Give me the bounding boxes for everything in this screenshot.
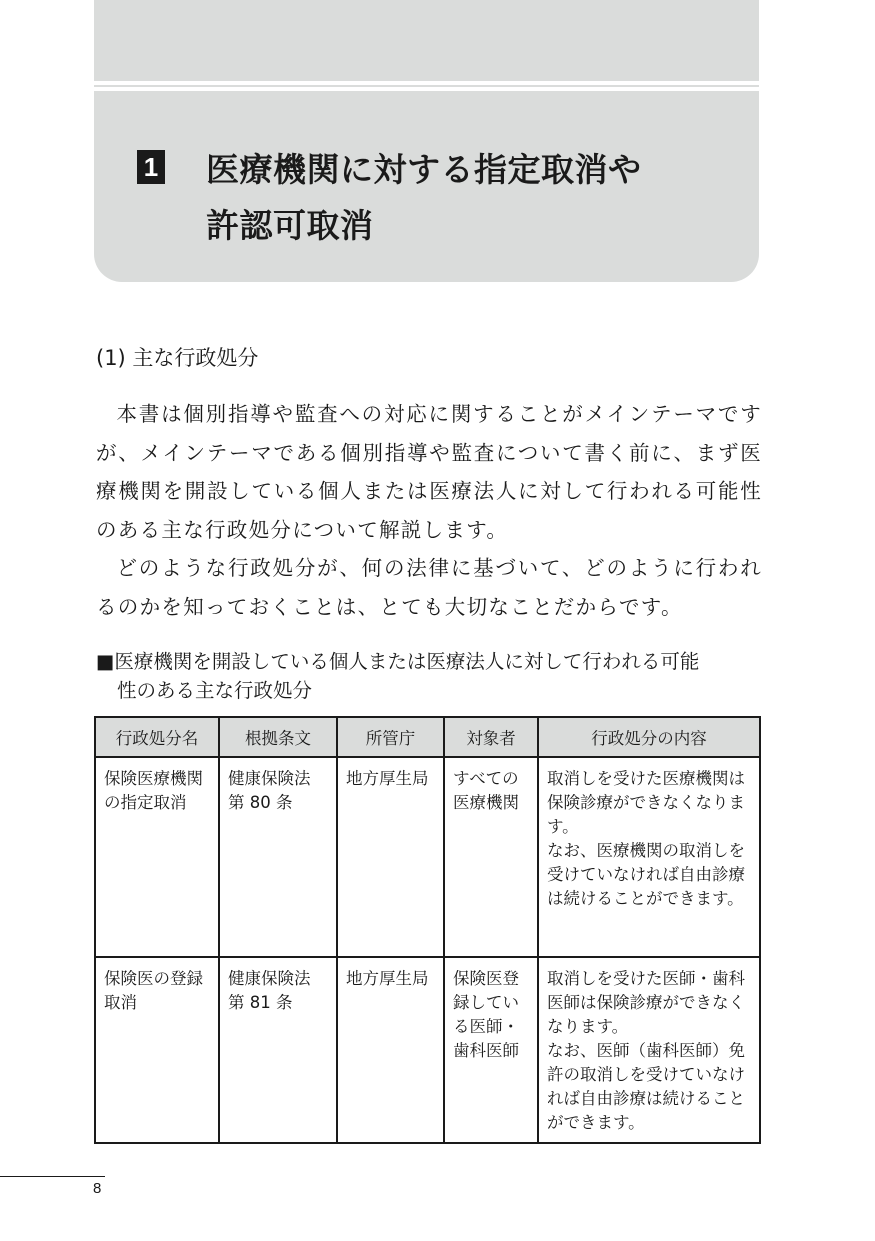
cell-disposition-name (95, 957, 219, 1143)
cell-target (444, 757, 538, 957)
cell-legal-basis (219, 957, 337, 1143)
chapter-title-line1: 医療機関に対する指定取消や (206, 150, 642, 189)
cell-text: なお、医療機関の取消しを受けていなければ自由診療は続けることができます。 (547, 841, 745, 908)
paragraph-2: どのような行政処分が、何の法律に基づいて、どのように行われるのかを知っておくことは、とても大切なことだからです。 (96, 556, 762, 619)
cell-text: 第 80 条 (228, 793, 293, 812)
cell-target (444, 957, 538, 1143)
body-text (96, 395, 762, 626)
chapter-header-band (94, 0, 759, 81)
administrative-dispositions-table (94, 716, 761, 1144)
cell-text: 取消 (104, 993, 137, 1012)
cell-text: の指定取消 (104, 793, 187, 812)
cell-disposition-name (95, 757, 219, 957)
cell-text: すべての (453, 769, 519, 788)
header-disposition-name: 行政処分名 (95, 717, 219, 757)
cell-legal-basis (219, 757, 337, 957)
cell-text: 医療機関 (453, 793, 519, 812)
cell-text: 保険医登 (453, 969, 519, 988)
footer-divider (0, 1176, 105, 1177)
cell-text: なお、医師（歯科医師）免許の取消しを受けていなければ自由診療は続けることができます。 (547, 1041, 745, 1132)
header-divider (94, 85, 759, 87)
cell-text: 健康保険法 (228, 969, 311, 988)
table-row (95, 957, 760, 1143)
chapter-title (206, 142, 726, 254)
table-caption-line2: 性のある主な行政処分 (117, 679, 313, 702)
cell-agency: 地方厚生局 (337, 957, 444, 1143)
header-target: 対象者 (444, 717, 538, 757)
chapter-number-badge: 1 (137, 150, 165, 184)
cell-content (538, 757, 760, 957)
table-caption (96, 647, 762, 705)
header-legal-basis: 根拠条文 (219, 717, 337, 757)
table-caption-line1: ■医療機関を開設している個人または医療法人に対して行われる可能 (96, 650, 700, 673)
cell-text: 録してい (453, 993, 519, 1012)
paragraph-1: 本書は個別指導や監査への対応に関することがメインテーマですが、メインテーマである個別指導や監査について書く前に、まず医療機関を開設している個人または医療法人に対して行われる可能性のある主な行政処分について解説します。 (96, 402, 762, 542)
cell-text: 第 81 条 (228, 993, 293, 1012)
cell-text: る医師・ (453, 1017, 519, 1036)
cell-agency: 地方厚生局 (337, 757, 444, 957)
cell-text: 取消しを受けた医師・歯科医師は保険診療ができなくなります。 (547, 969, 745, 1036)
cell-text: 保険医の登録 (104, 969, 203, 988)
table-row (95, 757, 760, 957)
header-content: 行政処分の内容 (538, 717, 760, 757)
cell-text: 保険医療機関 (104, 769, 203, 788)
cell-text: 歯科医師 (453, 1041, 519, 1060)
chapter-title-line2: 許認可取消 (206, 206, 374, 245)
cell-text: 取消しを受けた医療機関は保険診療ができなくなります。 (547, 769, 745, 836)
page-number: 8 (93, 1180, 102, 1197)
cell-content (538, 957, 760, 1143)
section-title: (1) 主な行政処分 (96, 346, 259, 370)
cell-text: 健康保険法 (228, 769, 311, 788)
header-agency: 所管庁 (337, 717, 444, 757)
table-header-row (95, 717, 760, 757)
